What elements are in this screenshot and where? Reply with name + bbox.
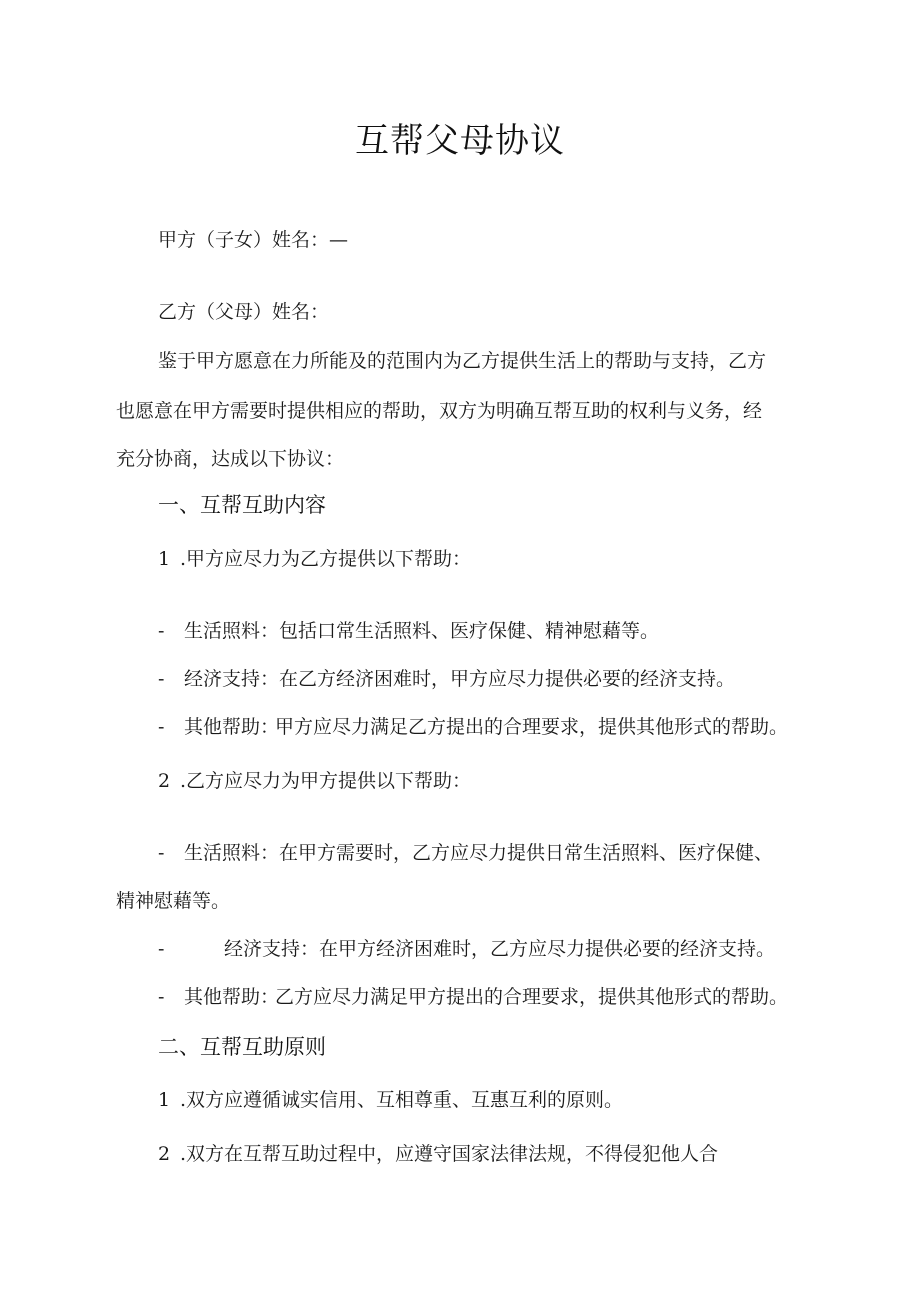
- bullet-label: 其他帮助：: [184, 986, 280, 1008]
- item-text: .甲方应尽力为乙方提供以下帮助：: [180, 548, 472, 570]
- preamble-line-2: 也愿意在甲方需要时提供相应的帮助，双方为明确互帮互助的权利与义务，经: [116, 400, 763, 422]
- bullet-label: 其他帮助：: [184, 716, 280, 738]
- item-text: .双方应遵循诚实信用、互相尊重、互惠互利的原则。: [180, 1089, 624, 1111]
- bullet-label: 经济支持：: [184, 668, 280, 690]
- bullet-line: [158, 940, 775, 959]
- section-1-item-2: [158, 772, 471, 791]
- item-number: 1: [158, 548, 171, 570]
- bullet-text: 乙方应尽力满足甲方提出的合理要求，提供其他形式的帮助。: [275, 986, 789, 1008]
- bullet-continuation: 精神慰藉等。: [116, 890, 231, 912]
- bullet-line: [158, 988, 788, 1007]
- bullet-dash: -: [158, 716, 165, 738]
- item-number: 2: [158, 1143, 171, 1165]
- section-2-item-1: [158, 1091, 623, 1110]
- item-text: .双方在互帮互助过程中，应遵守国家法律法规，不得侵犯他人合: [180, 1143, 719, 1165]
- party-b-line: 乙方（父母）姓名：: [158, 301, 330, 323]
- bullet-label: 生活照料：: [184, 620, 280, 642]
- section-2-heading: 二、互帮互助原则: [158, 1035, 326, 1059]
- section-1-item-1: [158, 550, 471, 569]
- bullet-text: 在甲方需要时，乙方应尽力提供日常生活照料、医疗保健、: [279, 842, 774, 864]
- bullet-label: 经济支持：: [224, 938, 320, 960]
- bullet-dash: -: [158, 842, 165, 864]
- item-text: .乙方应尽力为甲方提供以下帮助：: [180, 770, 472, 792]
- party-a-line: 甲方（子女）姓名：—: [158, 229, 349, 251]
- bullet-text: 在甲方经济困难时，乙方应尽力提供必要的经济支持。: [319, 938, 776, 960]
- bullet-text: 在乙方经济困难时，甲方应尽力提供必要的经济支持。: [279, 668, 736, 690]
- bullet-text: 包括口常生活照料、医疗保健、精神慰藉等。: [279, 620, 660, 642]
- bullet-text: 甲方应尽力满足乙方提出的合理要求，提供其他形式的帮助。: [275, 716, 789, 738]
- item-number: 1: [158, 1089, 171, 1111]
- section-1-heading: 一、互帮互助内容: [158, 493, 326, 517]
- bullet-dash: -: [158, 986, 165, 1008]
- item-number: 2: [158, 770, 171, 792]
- bullet-dash: -: [158, 668, 165, 690]
- bullet-dash: -: [158, 620, 165, 642]
- bullet-line: [158, 670, 735, 689]
- document-title: 互帮父母协议: [355, 121, 565, 161]
- bullet-line: [158, 718, 788, 737]
- bullet-label: 生活照料：: [184, 842, 280, 864]
- bullet-line: [158, 622, 659, 641]
- bullet-dash: -: [158, 938, 165, 960]
- bullet-line: [158, 844, 773, 863]
- preamble-line-3: 充分协商，达成以下协议：: [116, 448, 345, 470]
- section-2-item-2: [158, 1145, 718, 1164]
- preamble-line-1: 鉴于甲方愿意在力所能及的范围内为乙方提供生活上的帮助与支持，乙方: [158, 350, 767, 372]
